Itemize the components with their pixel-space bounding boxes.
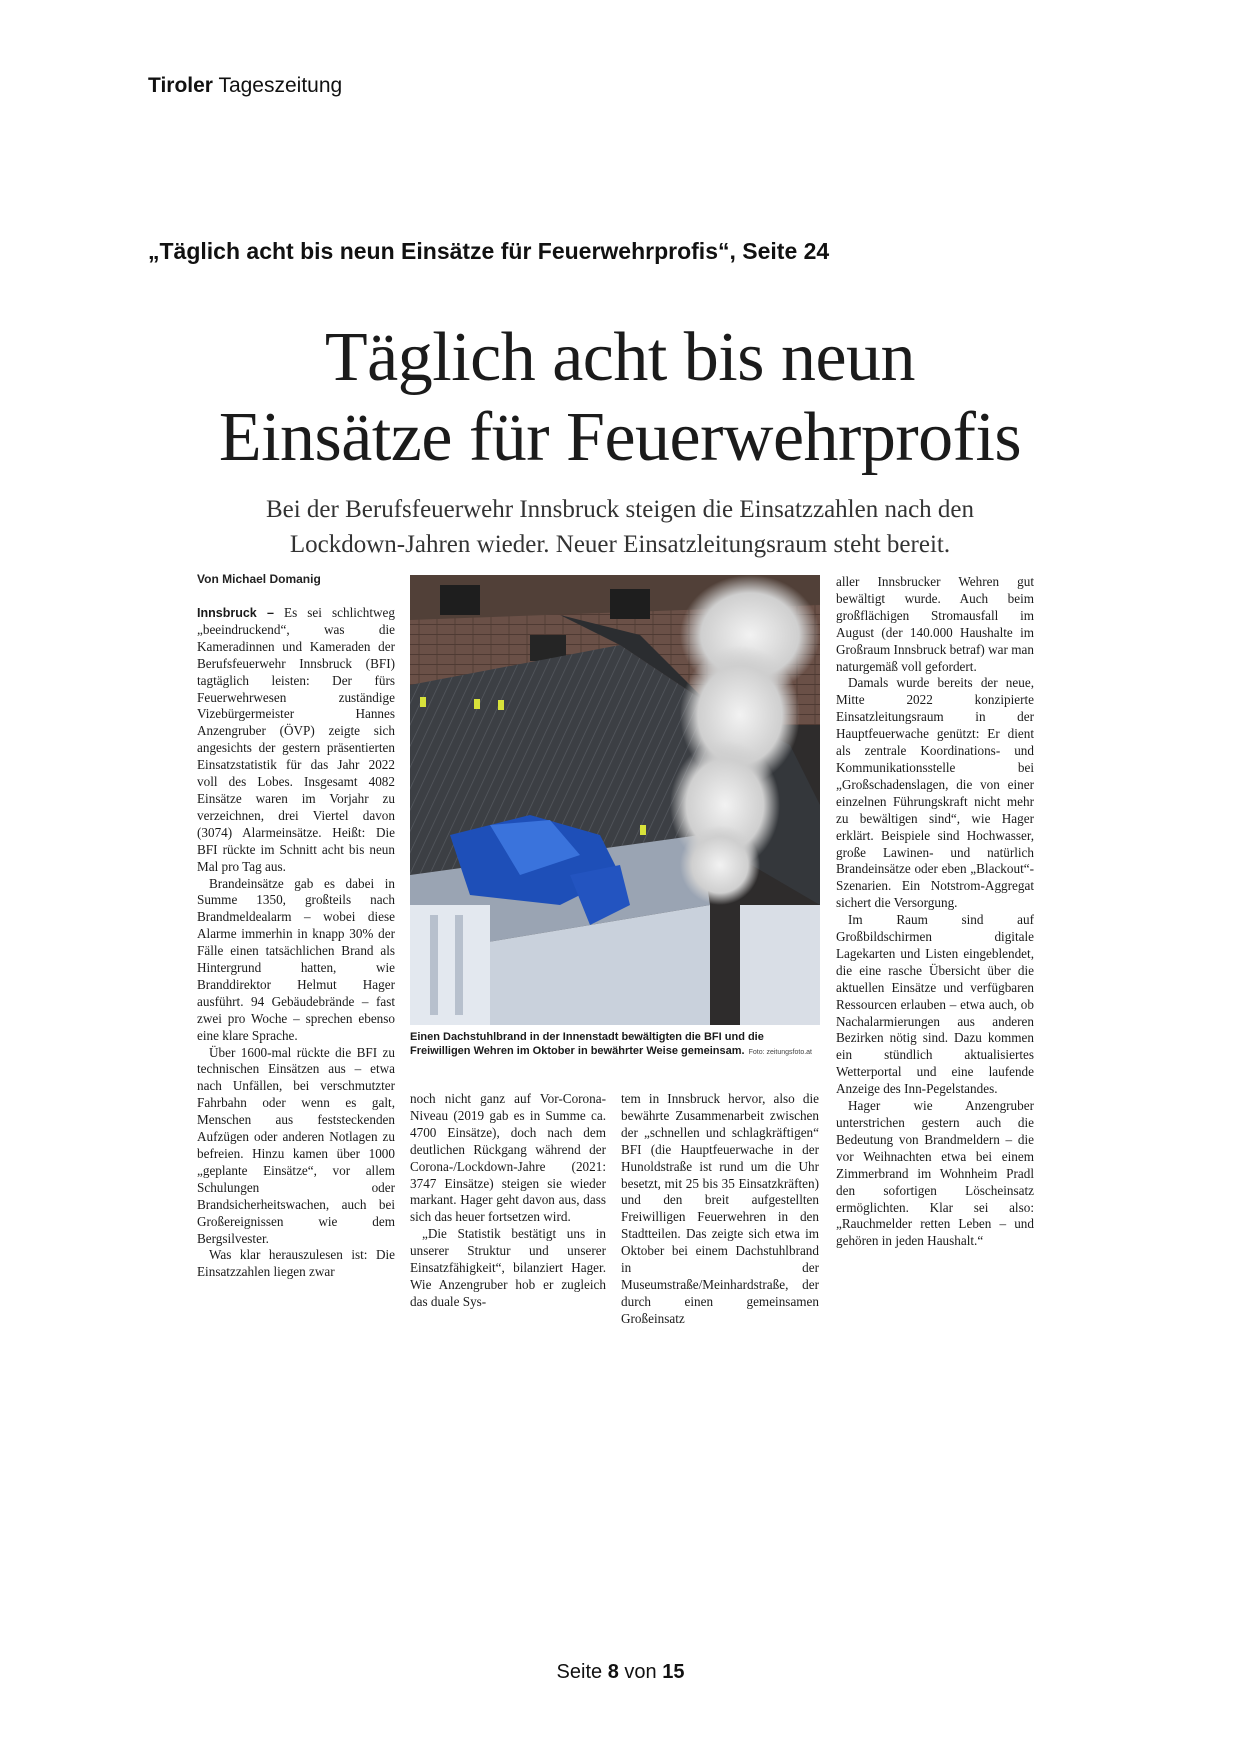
- article-column-4: [836, 574, 1034, 1250]
- caption-text: Einen Dachstuhlbrand in der Innenstadt bewältigten die BFI und die Freiwilligen Wehren im Oktober in bewährter Weise gemeinsam.: [410, 1031, 764, 1057]
- page-number: [0, 1661, 1241, 1684]
- clip-reference: „Täglich acht bis neun Einsätze für Feuerwehrprofis“, Seite 24: [148, 238, 830, 264]
- paragraph: „Die Statistik bestätigt uns in unserer Struktur und unserer Einsatzfähigkeit“, bilanziert Hager. Wie Anzengruber hob er zugleich das duale Sys-: [410, 1226, 606, 1309]
- article-photo: [410, 575, 820, 1025]
- paragraph: aller Innsbrucker Wehren gut bewältigt wurde. Auch beim großflächigen Stromausfall im August (der 140.000 Haushalte im Großraum Innsbruck betraf) war man naturgemäß voll gefordert.: [836, 574, 1034, 674]
- page-middle: von: [624, 1661, 657, 1683]
- photo-credit: Foto: zeitungsfoto.at: [748, 1049, 813, 1056]
- paragraph: [197, 605, 395, 876]
- paragraph: Was klar herauszulesen ist: Die Einsatzzahlen liegen zwar: [197, 1247, 395, 1280]
- page-prefix: Seite: [556, 1661, 603, 1683]
- article-column-3: [621, 1091, 819, 1328]
- headline-line-2: Einsätze für Feuerwehrprofis: [218, 399, 1022, 476]
- current-page: 8: [607, 1661, 619, 1683]
- byline: Von Michael Domanig: [197, 572, 321, 586]
- headline-line-1: Täglich acht bis neun: [324, 319, 916, 396]
- paragraph-text: Es sei schlichtweg „beeindruckend“, was die Kameradinnen und Kameraden der Berufsfeuerwehr Innsbruck (BFI) tagtäglich leisten: Der fürs Feuerwehrwesen zuständige Vizebürgermeister Hannes Anzengruber (ÖVP) zeigte sich angesichts der gestern präsentierten Einsatzstatistik für das Jahr 2022 voll des Lobes. Insgesamt 4082 Einsätze waren im Vorjahr zu verzeichnen, drei Viertel davon (3074) Alarmeinsätze. Heißt: Die BFI rückte im Schnitt acht bis neun Mal pro Tag aus.: [197, 605, 395, 874]
- paragraph: noch nicht ganz auf Vor-Corona-Niveau (2019 gab es in Summe ca. 4700 Einsätze), doch nach dem deutlichen Rückgang während der Corona-/Lockdown-Jahre (2021: 3747 Einsätze) steigen sie wieder markant. Hager geht davon aus, dass sich das heuer fortsetzen wird.: [410, 1091, 606, 1225]
- subheadline-line-2: Lockdown-Jahren wieder. Neuer Einsatzleitungsraum steht bereit.: [289, 531, 951, 558]
- brand-rest: Tageszeitung: [218, 74, 343, 97]
- article-column-2: [410, 1091, 606, 1311]
- paragraph: Hager wie Anzengruber unterstrichen gestern auch die Bedeutung von Brandmeldern – die vor Weihnachten etwa bei einem Zimmerbrand im Wohnheim Pradl den sofortigen Löscheinsatz ermöglichten. Klar sei also: „Rauchmelder retten Leben – und gehören in jeden Haushalt.“: [836, 1098, 1034, 1249]
- paragraph: Damals wurde bereits der neue, Mitte 2022 konzipierte Einsatzleitungsraum in der Hauptfeuerwache genützt: Er dient als zentrale Koordinations- und Kommunikationsstelle bei „Großschadenslagen, die von einer einzelnen Führungskraft nicht mehr zu bewältigen sind“, wie Hager erklärt. Beispiele sind Hochwasser, große Lawinen- und natürlich Brandeinsätze oder eben „Blackout“-Szenarien. Ein Notstrom-Aggregat sichert die Versorgung.: [836, 675, 1034, 911]
- dateline: Innsbruck –: [197, 606, 274, 620]
- paragraph: tem in Innsbruck hervor, also die bewährte Zusammenarbeit zwischen der „schnellen und schlagkräftigen“ BFI (die Hauptfeuerwache in der Hunoldstraße ist rund um die Uhr besetzt, mit 25 bis 35 Einsatzkräften) und den breit aufgestellten Freiwilligen Feuerwehren in den Stadtteilen. Das zeigte sich etwa im Oktober bei einem Dachstuhlbrand in der Museumstraße/Meinhardstraße, der durch einen gemeinsamen Großeinsatz: [621, 1091, 819, 1326]
- publication-header: [148, 74, 342, 98]
- subheadline-line-1: Bei der Berufsfeuerwehr Innsbruck steigen die Einsatzzahlen nach den: [265, 496, 975, 523]
- article-column-1: [197, 605, 395, 1281]
- brand-bold: Tiroler: [148, 74, 213, 97]
- paragraph: Im Raum sind auf Großbildschirmen digitale Lagekarten und Listen eingeblendet, die eine rasche Übersicht über die aktuellen Einsätze und verfügbaren Ressourcen erlauben – etwa auch, ob Nachalarmierungen aus anderen Bezirken nötig sind. Dazu kommen ein stündlich aktualisiertes Wetterportal und eine laufende Anzeige des Inn-Pegelstandes.: [836, 912, 1034, 1097]
- article-headline: [180, 318, 1060, 478]
- article-subheadline: [190, 492, 1050, 562]
- paragraph: Über 1600-mal rückte die BFI zu technischen Einsätzen aus – etwa nach Unfällen, bei verschmutzter Fahrbahn oder wenn es galt, Menschen aus feststeckenden Aufzügen oder anderen Notlagen zu befreien. Hinzu kamen über 1000 „geplante Einsätze“, vor allem Schulungen oder Brandsicherheitswachen, auch bei Großereignissen wie dem Bergsilvester.: [197, 1044, 395, 1246]
- photo-caption: [410, 1030, 820, 1060]
- paragraph: Brandeinsätze gab es dabei in Summe 1350, großteils nach Brandmeldealarm – wobei diese Alarme immerhin in knapp 30% der Fälle einen tatsächlichen Brand als Hintergrund hatten, wie Branddirektor Helmut Hager ausführt. 94 Gebäudebrände – fast zwei pro Woche – sprechen ebenso eine klare Sprache.: [197, 875, 395, 1043]
- total-pages: 15: [662, 1661, 685, 1683]
